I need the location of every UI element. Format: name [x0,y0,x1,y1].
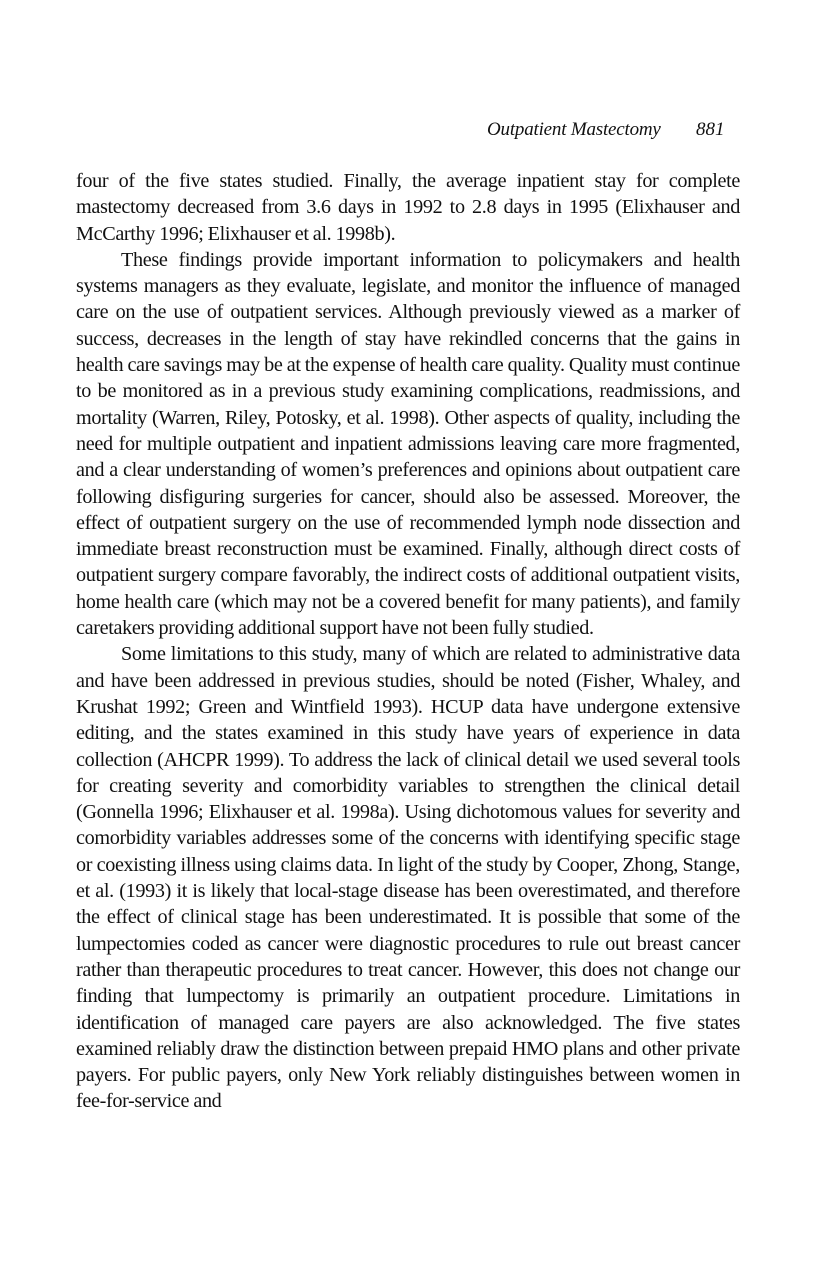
body-text [76,168,740,1115]
paragraph-findings: These findings provide important information to policymakers and health systems managers as they evaluate, legislate, and monitor the influence of managed care on the use of outpatient services. Although previously viewed as a marker of success, decreases in the length of stay have rekindled concerns that the gains in health care savings may be at the expense of health care quality. Quality must continue to be monitored as in a previous study examining complications, readmissions, and mortality (Warren, Riley, Potosky, et al. 1998). Other aspects of quality, including the need for multiple outpatient and inpatient admissions leaving care more fragmented, and a clear understanding of women’s preferences and opinions about outpatient care following disfiguring surgeries for cancer, should also be assessed. Moreover, the effect of outpatient surgery on the use of recommended lymph node dissection and immediate breast reconstruction must be examined. Finally, although direct costs of outpatient surgery compare favorably, the indirect costs of additional outpatient visits, home health care (which may not be a covered benefit for many patients), and family caretakers providing additional support have not been fully studied. [76,248,740,640]
running-title: Outpatient Mastectomy [487,119,661,140]
paragraph-continuation: four of the five states studied. Finally, the average inpatient stay for complete mastectomy decreased from 3.6 days in 1992 to 2.8 days in 1995 (Elixhauser and McCarthy 1996; Elixhauser et al. 1998b). [76,170,740,245]
page-number: 881 [696,119,725,140]
paragraph-limitations: Some limitations to this study, many of which are related to administrative data and have been addressed in previous studies, should be noted (Fisher, Whaley, and Krushat 1992; Green and Wintfield 1993). HCUP data have undergone extensive editing, and the states examined in this study have years of experience in data collection (AHCPR 1999). To address the lack of clinical detail we used several tools for creating severity and comorbidity variables to strengthen the clinical detail (Gonnella 1996; Elixhauser et al. 1998a). Using dichotomous values for severity and comorbidity variables addresses some of the concerns with identifying specific stage or coexisting illness using claims data. In light of the study by Cooper, Zhong, Stange, et al. (1993) it is likely that local-stage disease has been overestimated, and therefore the effect of clinical stage has been underestimated. It is possible that some of the lumpectomies coded as cancer were diagnostic procedures to rule out breast cancer rather than therapeutic procedures to treat cancer. However, this does not change our finding that lumpectomy is primarily an outpatient procedure. Limitations in identification of managed care payers are also acknowledged. The five states examined reliably draw the distinction between prepaid HMO plans and other private payers. For public payers, only New York reliably distinguishes between women in fee-for-service and [76,643,740,1113]
running-header [0,119,816,145]
